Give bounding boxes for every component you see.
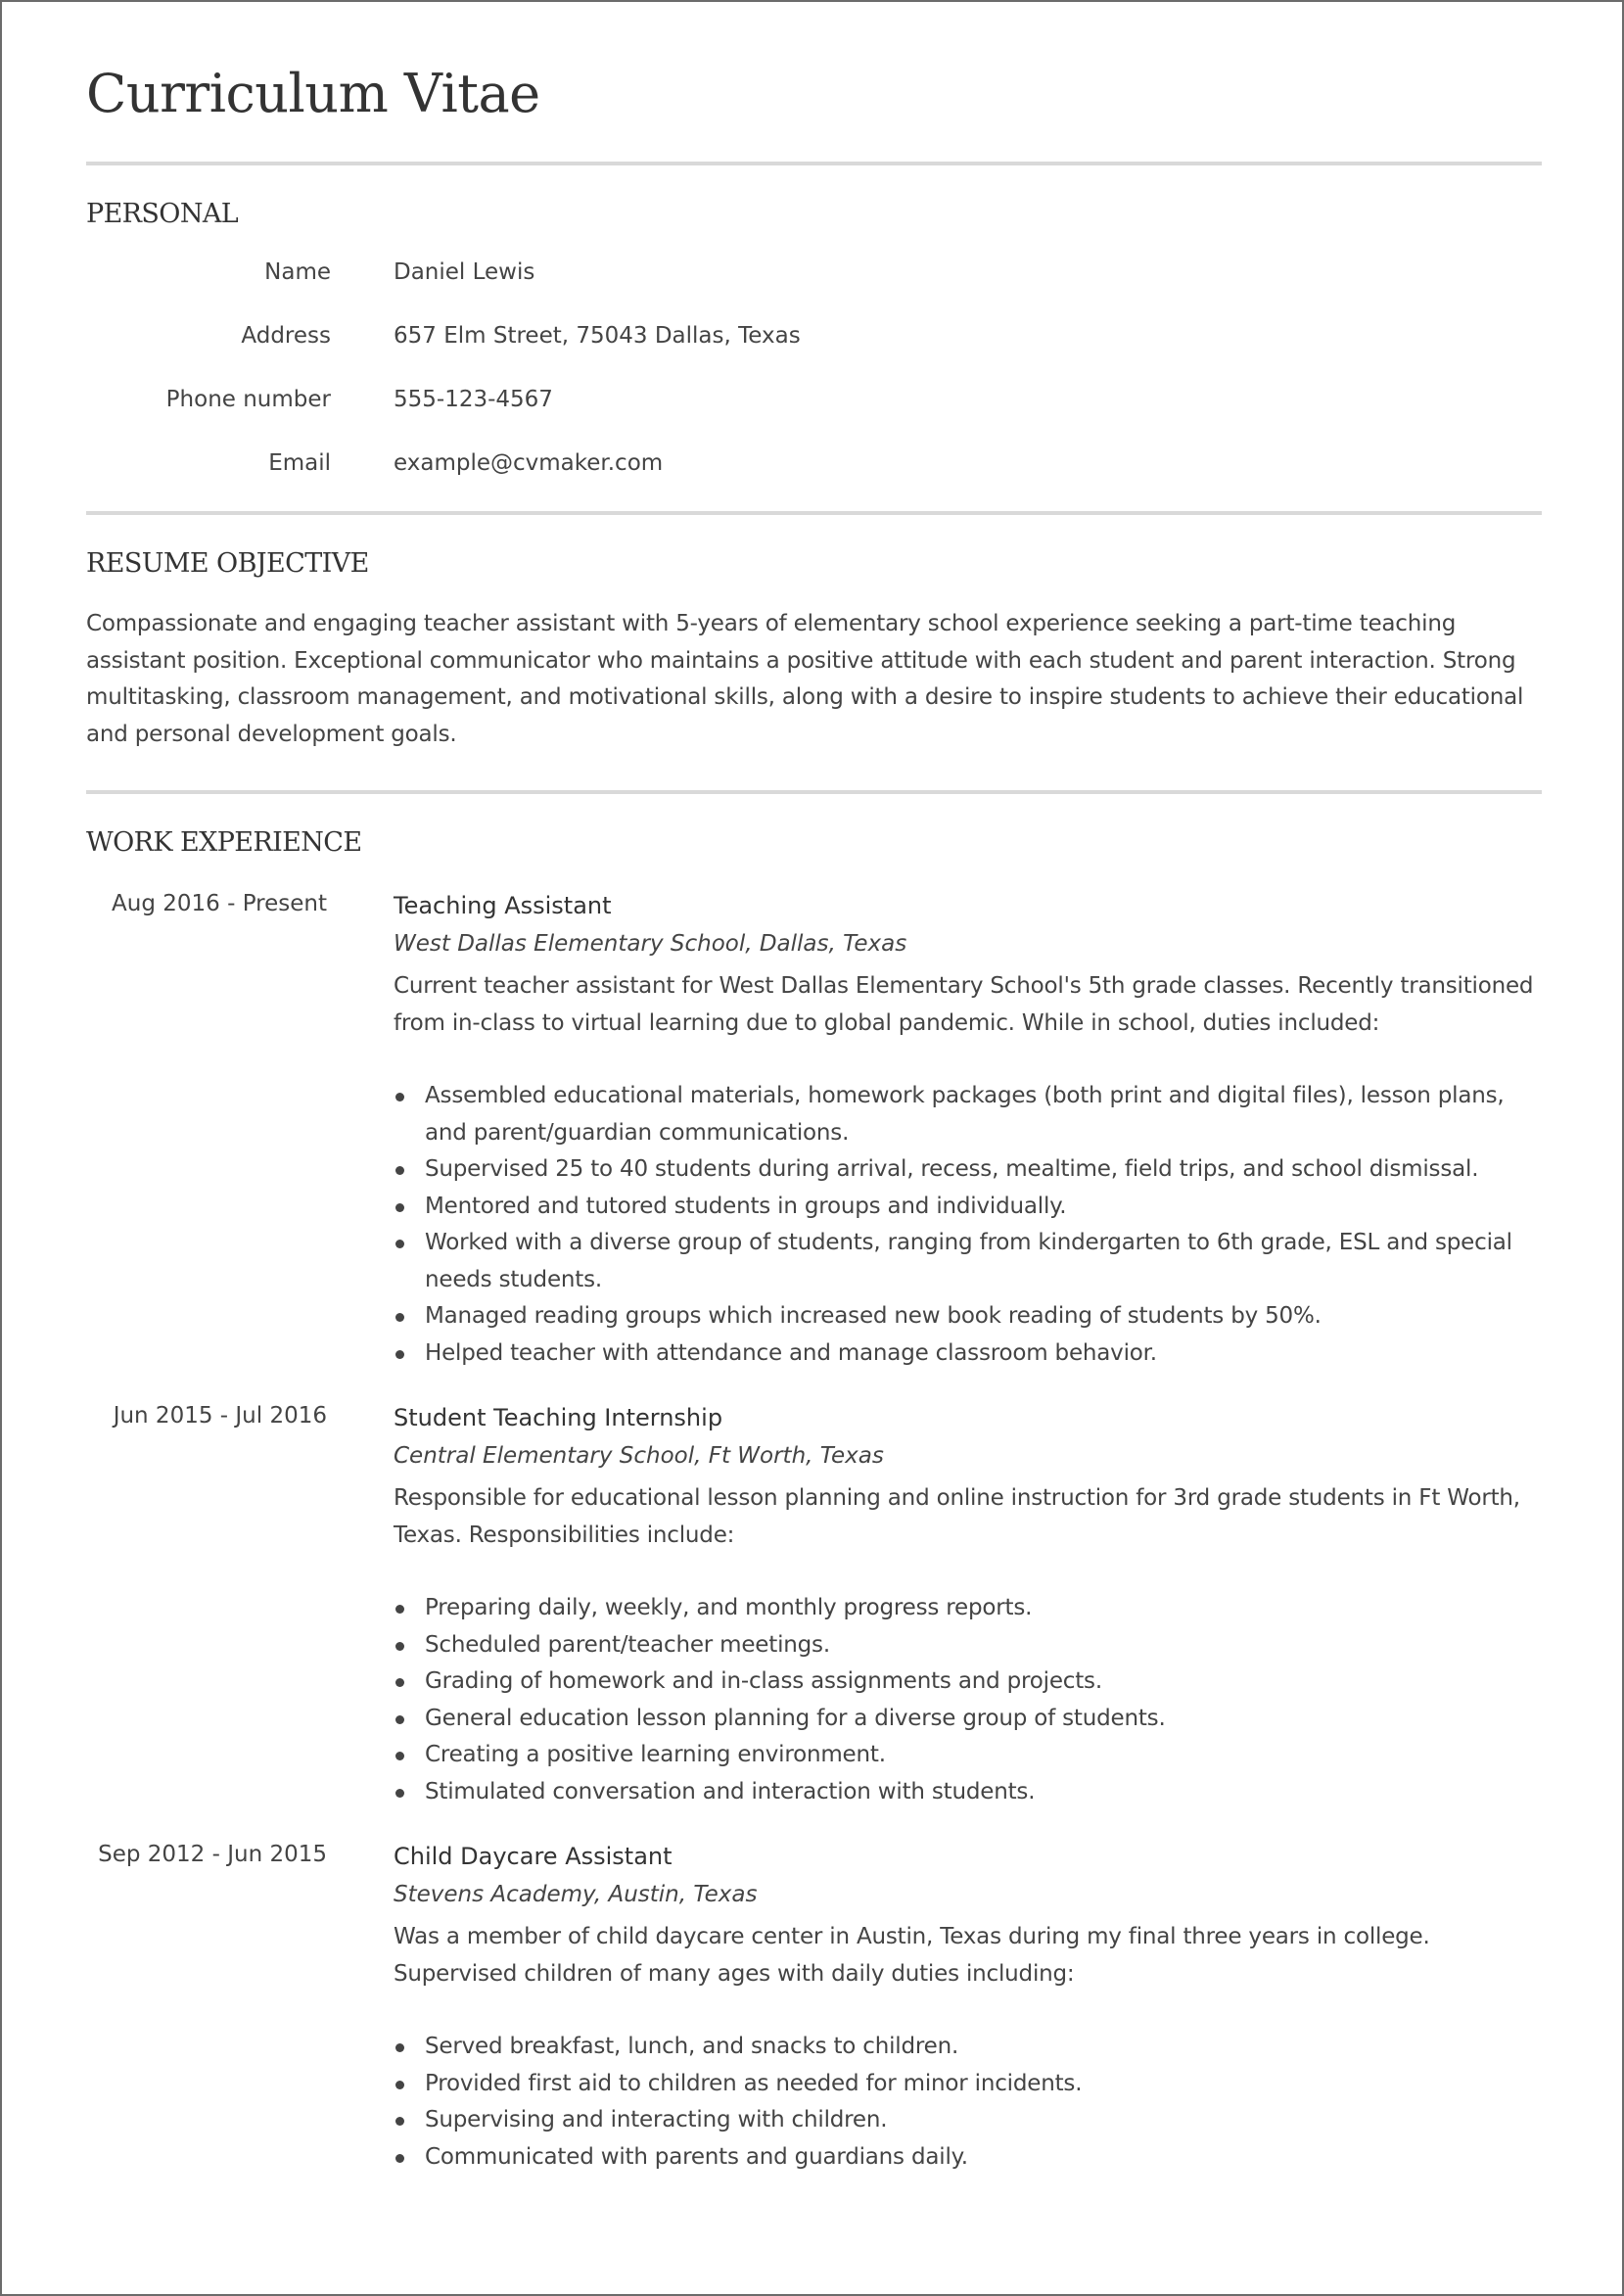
section-divider <box>86 511 1542 515</box>
job-entry <box>86 1840 1542 2176</box>
job-description: Current teacher assistant for West Dallas Elementary School's 5th grade classes. Recently transitioned from in-class to virtual learning due to global pandemic. While in school, duties included: <box>394 973 1534 1036</box>
field-value: 657 Elm Street, 75043 Dallas, Texas <box>394 323 801 349</box>
list-item: Preparing daily, weekly, and monthly progress reports. <box>394 1590 1542 1627</box>
list-item: Communicated with parents and guardians daily. <box>394 2139 1542 2177</box>
list-item: Mentored and tutored students in groups and individually. <box>394 1189 1542 1226</box>
list-item: Managed reading groups which increased new book reading of students by 50%. <box>394 1298 1542 1335</box>
list-item: Provided first aid to children as needed for minor incidents. <box>394 2066 1542 2103</box>
personal-row-email <box>86 450 1542 476</box>
personal-row-name <box>86 259 1542 285</box>
list-item: Helped teacher with attendance and manage classroom behavior. <box>394 1335 1542 1373</box>
job-dates: Aug 2016 - Present <box>112 891 327 916</box>
list-item: Worked with a diverse group of students, ranging from kindergarten to 6th grade, ESL and special needs students. <box>394 1225 1542 1298</box>
job-description: Responsible for educational lesson planning and online instruction for 3rd grade students in Ft Worth, Texas. Responsibilities include: <box>394 1485 1520 1548</box>
job-dates: Jun 2015 - Jul 2016 <box>113 1403 327 1429</box>
list-item: Grading of homework and in-class assignments and projects. <box>394 1663 1542 1701</box>
list-item: Scheduled parent/teacher meetings. <box>394 1627 1542 1664</box>
section-heading-objective: RESUME OBJECTIVE <box>86 548 369 579</box>
field-label: Address <box>241 323 331 349</box>
job-details <box>394 889 1542 1372</box>
personal-section <box>86 199 1542 476</box>
list-item: Supervising and interacting with children. <box>394 2102 1542 2139</box>
list-item: Creating a positive learning environment. <box>394 1737 1542 1774</box>
job-description: Was a member of child daycare center in Austin, Texas during my final three years in college. Supervised children of many ages with daily duties including: <box>394 1924 1430 1987</box>
objective-text: Compassionate and engaging teacher assistant with 5-years of elementary school experience seeking a part-time teaching assistant position. Exceptional communicator who maintains a positive attitude with each student and parent interaction. Strong multitasking, classroom management, and motivational skills, along with a desire to inspire students to achieve their educational and personal development goals. <box>86 611 1524 747</box>
job-title: Child Daycare Assistant <box>394 1843 673 1870</box>
list-item: Stimulated conversation and interaction with students. <box>394 1774 1542 1811</box>
list-item: General education lesson planning for a diverse group of students. <box>394 1701 1542 1738</box>
list-item: Supervised 25 to 40 students during arrival, recess, mealtime, field trips, and school dismissal. <box>394 1151 1542 1189</box>
job-organization: Stevens Academy, Austin, Texas <box>394 1882 758 1907</box>
field-value: Daniel Lewis <box>394 259 535 285</box>
list-item: Served breakfast, lunch, and snacks to children. <box>394 2029 1542 2066</box>
objective-section <box>86 548 1542 753</box>
job-duties-list <box>394 1590 1542 1810</box>
field-label: Email <box>268 450 331 476</box>
job-duties-list <box>394 2029 1542 2176</box>
job-duties-list <box>394 1078 1542 1372</box>
section-divider <box>86 790 1542 794</box>
job-details <box>394 1401 1542 1810</box>
field-value: example@cvmaker.com <box>394 450 664 476</box>
section-heading-experience: WORK EXPERIENCE <box>86 827 362 858</box>
personal-row-phone <box>86 387 1542 412</box>
job-entry <box>86 889 1542 1372</box>
section-divider <box>86 162 1542 165</box>
experience-section <box>86 827 1542 2176</box>
section-heading-personal: PERSONAL <box>86 199 239 229</box>
list-item: Assembled educational materials, homework packages (both print and digital files), lesson plans, and parent/guardian communications. <box>394 1078 1542 1151</box>
job-organization: West Dallas Elementary School, Dallas, Texas <box>394 931 907 957</box>
job-dates: Sep 2012 - Jun 2015 <box>98 1842 327 1867</box>
personal-row-address <box>86 323 1542 349</box>
field-label: Phone number <box>165 387 331 412</box>
job-details <box>394 1840 1542 2176</box>
page-title: Curriculum Vitae <box>86 63 540 124</box>
job-organization: Central Elementary School, Ft Worth, Texas <box>394 1443 884 1469</box>
job-entry <box>86 1401 1542 1810</box>
job-title: Student Teaching Internship <box>394 1404 723 1431</box>
field-value: 555-123-4567 <box>394 387 553 412</box>
job-title: Teaching Assistant <box>394 892 612 919</box>
field-label: Name <box>264 259 331 285</box>
